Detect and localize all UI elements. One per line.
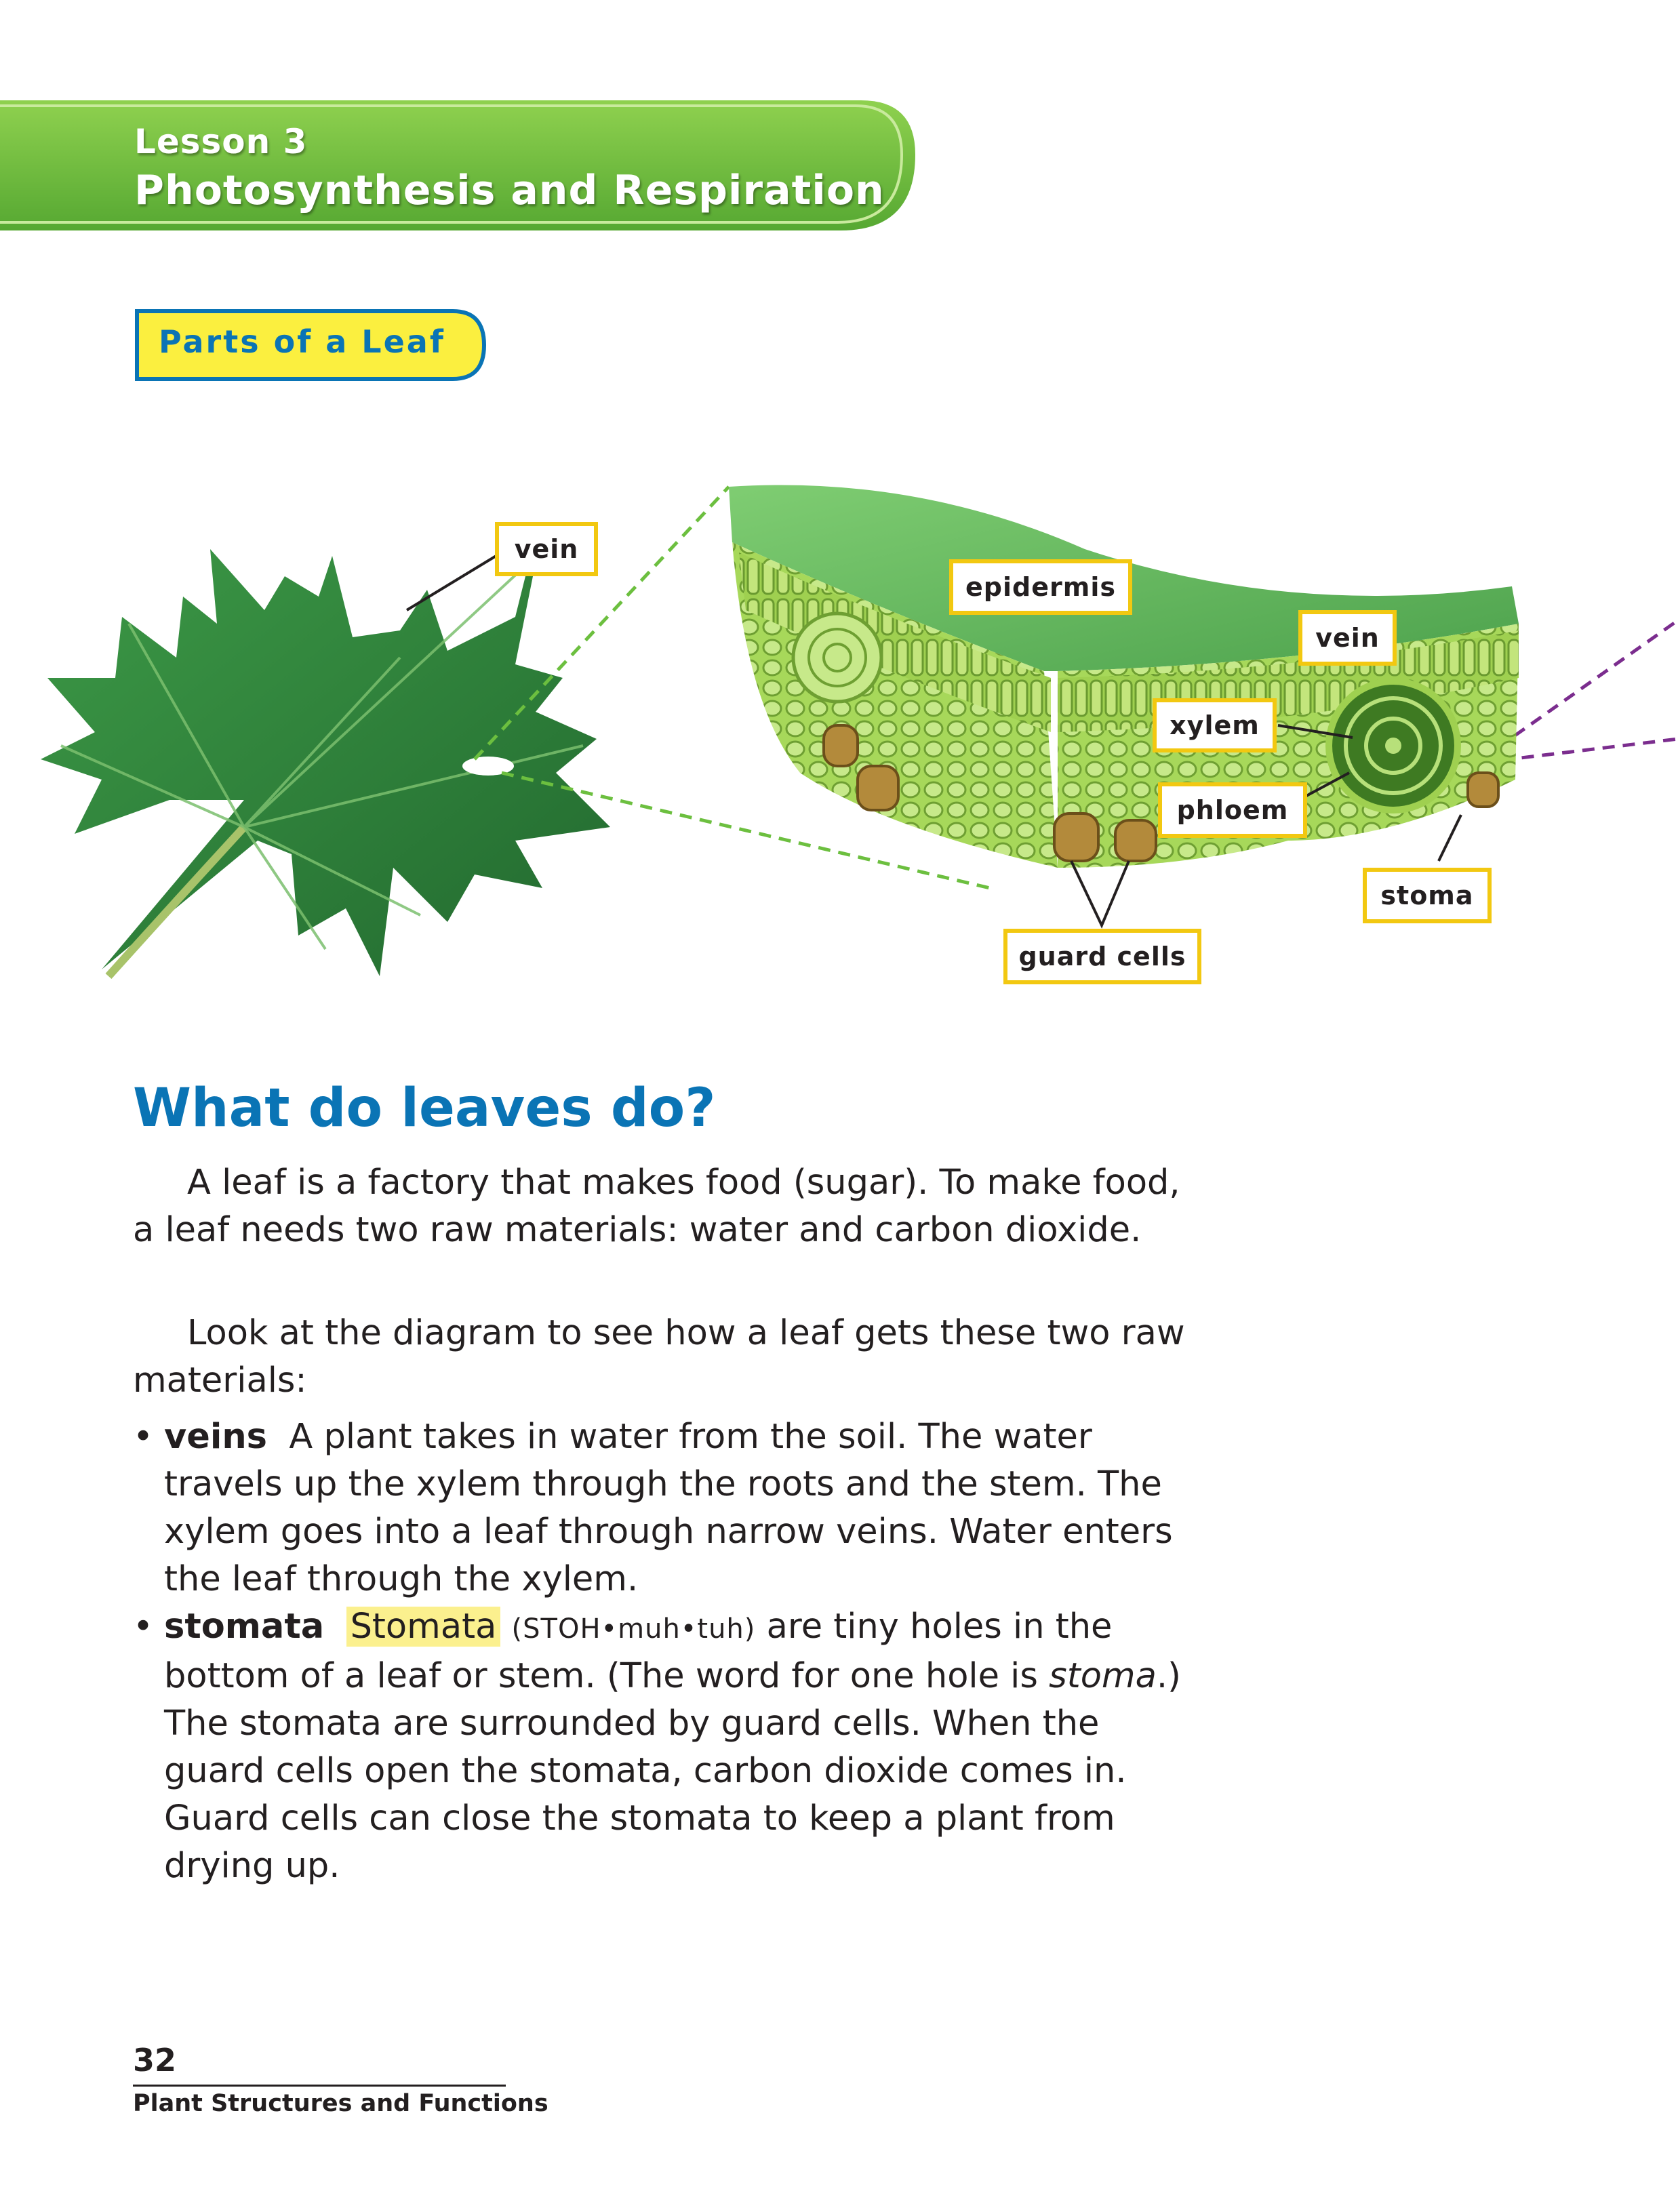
bullet-dot: • (133, 1417, 154, 1457)
guard-cells-pointer (1071, 861, 1129, 925)
footer-divider (133, 2085, 506, 2087)
label-stoma: stoma (1363, 868, 1492, 923)
bullet-term-stomata: stomata (164, 1607, 325, 1647)
label-vein-section: vein (1298, 610, 1397, 666)
bullet-list (133, 1413, 1204, 1890)
paragraph-1 (133, 1159, 1204, 1254)
label-phloem: phloem (1158, 782, 1307, 838)
label-guard-cells: guard cells (1003, 929, 1201, 984)
vein-leaf-pointer (407, 555, 498, 610)
lesson-number: Lesson 3 (134, 122, 308, 161)
leaf-diagram (0, 393, 1678, 1003)
paragraph-2 (133, 1310, 1204, 1405)
bullet-text-stomata-a: are tiny holes in the bottom of a leaf or stem. (The word for one hole is (164, 1607, 1113, 1696)
section-heading: What do leaves do? (133, 1078, 716, 1139)
bullet-veins (133, 1413, 1204, 1603)
label-epidermis: epidermis (949, 559, 1132, 615)
bullet-dot: • (133, 1607, 154, 1647)
label-vein-leaf: vein (495, 522, 598, 576)
leaf-cross-section (729, 485, 1519, 868)
lesson-title: Photosynthesis and Respiration (134, 167, 885, 214)
page-number: 32 (133, 2042, 177, 2078)
bullet-text-stomata-b: .) The stomata are surrounded by guard cells. When the guard cells open the stomata, carbon dioxide comes in. Guard cells can close the stomata to keep a plant from drying up. (164, 1656, 1181, 1886)
footer-book-title: Plant Structures and Functions (133, 2090, 548, 2117)
bullet-term-veins: veins (164, 1417, 267, 1457)
parts-of-leaf-tab (134, 308, 487, 382)
parts-of-leaf-title: Parts of a Leaf (159, 323, 445, 360)
italic-term-stoma: stoma (1049, 1656, 1157, 1696)
bullet-text-veins: A plant takes in water from the soil. The water travels up the xylem through the roots and the stem. The xylem goes into a leaf through narrow veins. Water enters the leaf through the xylem. (164, 1417, 1173, 1599)
pronunciation-stomata: (STOH•muh•tuh) (511, 1613, 756, 1645)
highlighted-term-stomata: Stomata (346, 1607, 501, 1647)
paragraph-1-text: A leaf is a factory that makes food (sugar). To make food, a leaf needs two raw materials: water and carbon dioxide. (133, 1163, 1180, 1250)
bullet-stomata (133, 1603, 1204, 1890)
paragraph-2-text: Look at the diagram to see how a leaf gets these two raw materials: (133, 1313, 1185, 1401)
maple-leaf-image (41, 529, 610, 976)
stoma-pointer (1439, 815, 1461, 861)
label-xylem: xylem (1153, 698, 1277, 752)
